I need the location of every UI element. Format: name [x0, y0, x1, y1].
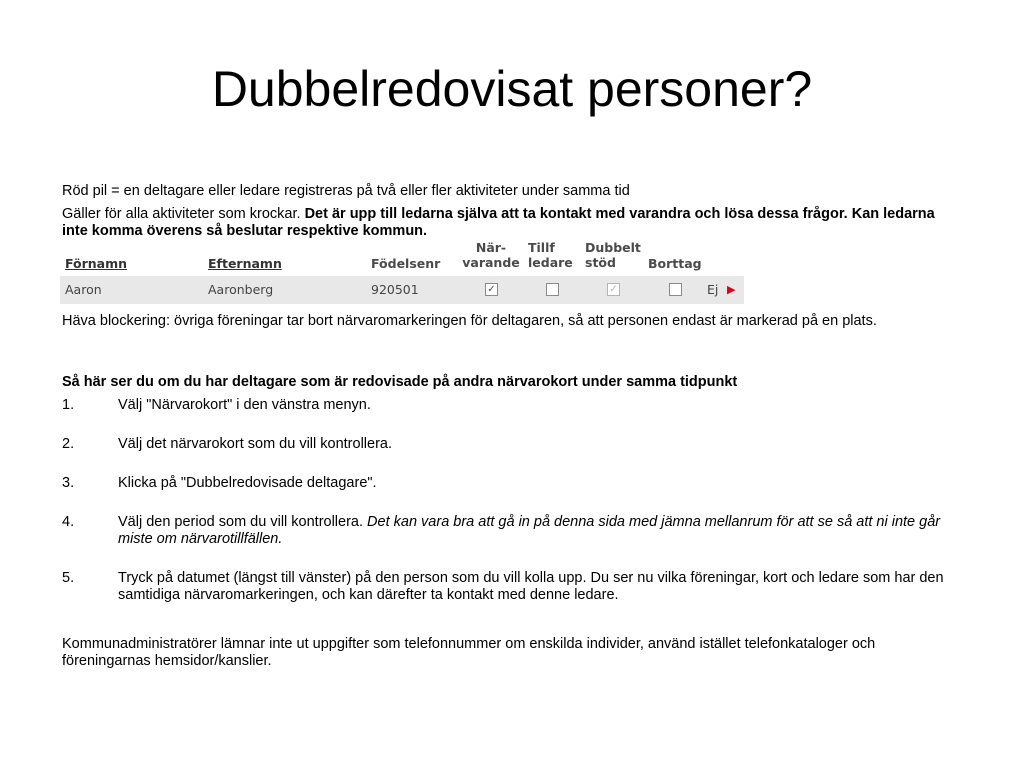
header-fodelsenr: Födelsenr — [371, 256, 441, 271]
step-text: Välj den period som du vill kontrollera. — [118, 514, 368, 530]
cell-fodelsenr: 920501 — [371, 282, 419, 297]
header-tillf-line1: Tillf — [528, 240, 555, 255]
header-dubbelt-line1: Dubbelt — [585, 240, 641, 255]
header-narvarande-line1: När- — [475, 240, 507, 255]
header-dubbelt-line2: stöd — [585, 255, 616, 270]
step-text: Välj det närvarokort som du vill kontrollera. — [118, 436, 393, 452]
info-text — [62, 206, 962, 238]
red-arrow-icon[interactable]: ▶ — [727, 283, 736, 296]
step-number: 5. — [62, 570, 75, 586]
info-plain: Gäller för alla aktiviteter som krockar. — [62, 206, 305, 222]
step-number: 4. — [62, 514, 75, 530]
intro-text: Röd pil = en deltagare eller ledare registreras på två eller fler aktiviteter under samma tid — [62, 183, 630, 199]
header-tillf-line2: ledare — [528, 255, 573, 270]
cell-efternamn: Aaronberg — [208, 282, 274, 297]
step-number: 1. — [62, 397, 75, 413]
hava-text: Häva blockering: övriga föreningar tar bort närvaromarkeringen för deltagaren, så att personen endast är markerad på en plats. — [62, 313, 877, 329]
step-text: Klicka på "Dubbelredovisade deltagare". — [118, 475, 377, 491]
list-item — [62, 475, 962, 492]
header-dubbelt — [585, 240, 641, 270]
step-number: 3. — [62, 475, 75, 491]
slide-title: Dubbelredovisat personer? — [211, 61, 813, 117]
step-text: Välj "Närvarokort" i den vänstra menyn. — [118, 397, 371, 413]
cell-fornamn: Aaron — [65, 282, 102, 297]
howto-heading: Så här ser du om du har deltagare som är redovisade på andra närvarokort under samma tidpunkt — [62, 374, 738, 390]
dubbelt-stod-checkbox: ✓ — [607, 283, 620, 296]
header-fornamn[interactable]: Förnamn — [65, 256, 128, 271]
step-italic-note: Det kan vara bra att gå in på denna sida med jämna mellanrum för att se så att ni inte går miste om närvarotillfällen. — [118, 514, 941, 547]
header-narvarande — [462, 240, 520, 270]
header-efternamn[interactable]: Efternamn — [208, 256, 282, 271]
step-text: Tryck på datumet (längst till vänster) på den person som du vill kolla upp. Du ser nu vilka föreningar, kort och ledare som har den samtidiga närvaromarkeringen, och kan därefter ta kontakt med denne ledare. — [118, 570, 944, 603]
borttag-checkbox[interactable] — [669, 283, 682, 296]
header-narvarande-line2: varande — [462, 255, 520, 270]
info-bold: Det är upp till ledarna själva att ta kontakt med varandra och lösa dessa frågor. Kan ledarna inte komma överens så beslutar respektive kommun. — [62, 206, 935, 238]
step-number: 2. — [62, 436, 75, 452]
tillf-ledare-checkbox[interactable] — [546, 283, 559, 296]
attendance-table — [60, 240, 744, 304]
narvarande-checkbox[interactable]: ✓ — [485, 283, 498, 296]
header-borttag: Borttag — [648, 256, 702, 271]
footer-text: Kommunadministratörer lämnar inte ut uppgifter som telefonnummer om enskilda individer, använd istället telefonkataloger och föreningarnas hemsidor/kanslier. — [62, 636, 876, 669]
list-item — [62, 514, 962, 548]
ej-link[interactable]: Ej — [707, 282, 719, 297]
list-item — [62, 397, 962, 414]
header-tillf — [528, 240, 573, 270]
steps-list — [62, 397, 962, 626]
list-item — [62, 436, 962, 453]
list-item — [62, 570, 962, 604]
